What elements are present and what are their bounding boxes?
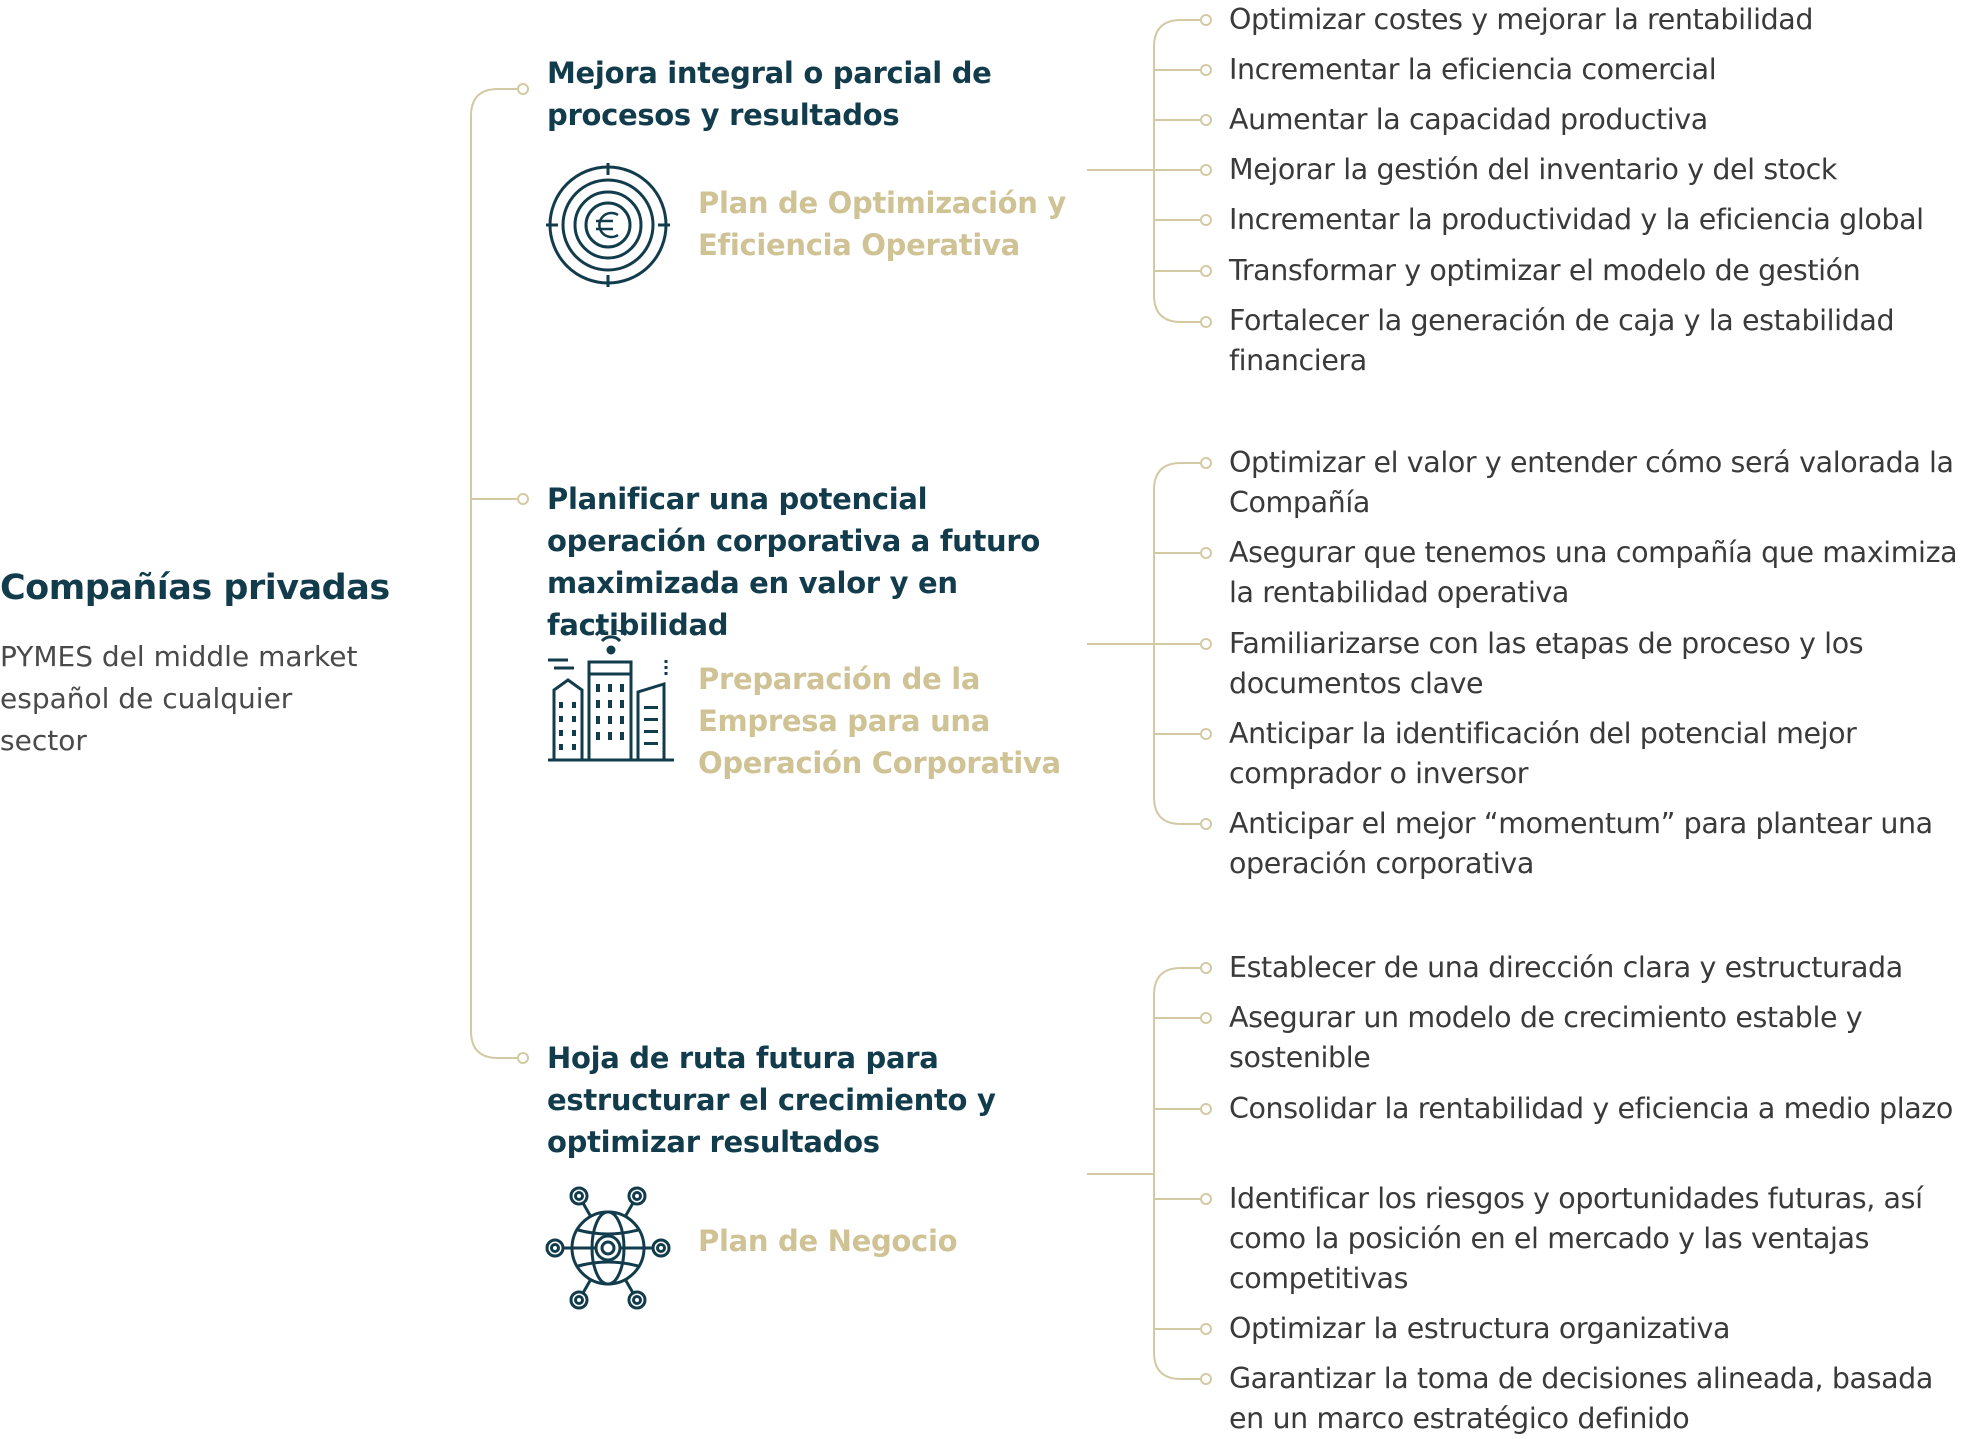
branch-2-outcome: Anticipar el mejor “momentum” para plantear una operación corporativa — [1229, 807, 1933, 880]
globe-network-icon — [543, 1185, 673, 1311]
branch-1-outcome: Mejorar la gestión del inventario y del stock — [1229, 153, 1837, 186]
branch-1-title: Mejora integral o parcial de procesos y resultados — [547, 56, 992, 132]
branch-1-outcome: Optimizar costes y mejorar la rentabilidad — [1229, 3, 1814, 36]
branch-1-outcome: Fortalecer la generación de caja y la estabilidad financiera — [1229, 304, 1895, 377]
branch-2-plan: Preparación de la Empresa para una Operación Corporativa — [698, 662, 1061, 780]
branch-1-outcome: Incrementar la eficiencia comercial — [1229, 53, 1717, 86]
branch-1-outcome: Incrementar la productividad y la eficiencia global — [1229, 203, 1924, 236]
branch-3-outcome: Consolidar la rentabilidad y eficiencia a medio plazo — [1229, 1092, 1953, 1125]
branch-3-outcome: Optimizar la estructura organizativa — [1229, 1312, 1731, 1345]
branch-1-outcome: Aumentar la capacidad productiva — [1229, 103, 1708, 136]
branch-3-title: Hoja de ruta futura para estructurar el crecimiento y optimizar resultados — [547, 1041, 996, 1159]
branch-2-outcome: Optimizar el valor y entender cómo será valorada la Compañía — [1229, 446, 1954, 519]
branch-2-outcome: Familiarizarse con las etapas de proceso y los documentos clave — [1229, 627, 1864, 700]
branch-3-outcome: Establecer de una dirección clara y estructurada — [1229, 951, 1903, 984]
branch-2-title: Planificar una potencial operación corporativa a futuro maximizada en valor y en factibilidad — [547, 482, 1041, 642]
branch-3-outcome: Asegurar un modelo de crecimiento estable y sostenible — [1229, 1001, 1863, 1074]
branch-2-outcome: Asegurar que tenemos una compañía que maximiza la rentabilidad operativa — [1229, 536, 1958, 609]
branch-2-outcome: Anticipar la identificación del potencial mejor comprador o inversor — [1229, 717, 1857, 790]
root-title: Compañías privadas — [0, 568, 390, 608]
branch-1-outcome: Transformar y optimizar el modelo de gestión — [1229, 254, 1861, 287]
root-subtitle: PYMES del middle market español de cualquier sector — [0, 640, 358, 757]
branch-3-bracket-line — [1154, 968, 1201, 1379]
branch-3-outcome: Identificar los riesgos y oportunidades futuras, así como la posición en el mercado y las ventajas competitivas — [1229, 1182, 1923, 1295]
buildings-icon — [546, 630, 676, 764]
branch-3-plan: Plan de Negocio — [698, 1224, 958, 1258]
root-bracket-line — [471, 89, 518, 1058]
euro-target-icon — [546, 163, 670, 287]
branch-3-outcome: Garantizar la toma de decisiones alineada, basada en un marco estratégico definido — [1229, 1362, 1933, 1435]
branch-1-plan: Plan de Optimización y Eficiencia Operativa — [698, 186, 1066, 262]
